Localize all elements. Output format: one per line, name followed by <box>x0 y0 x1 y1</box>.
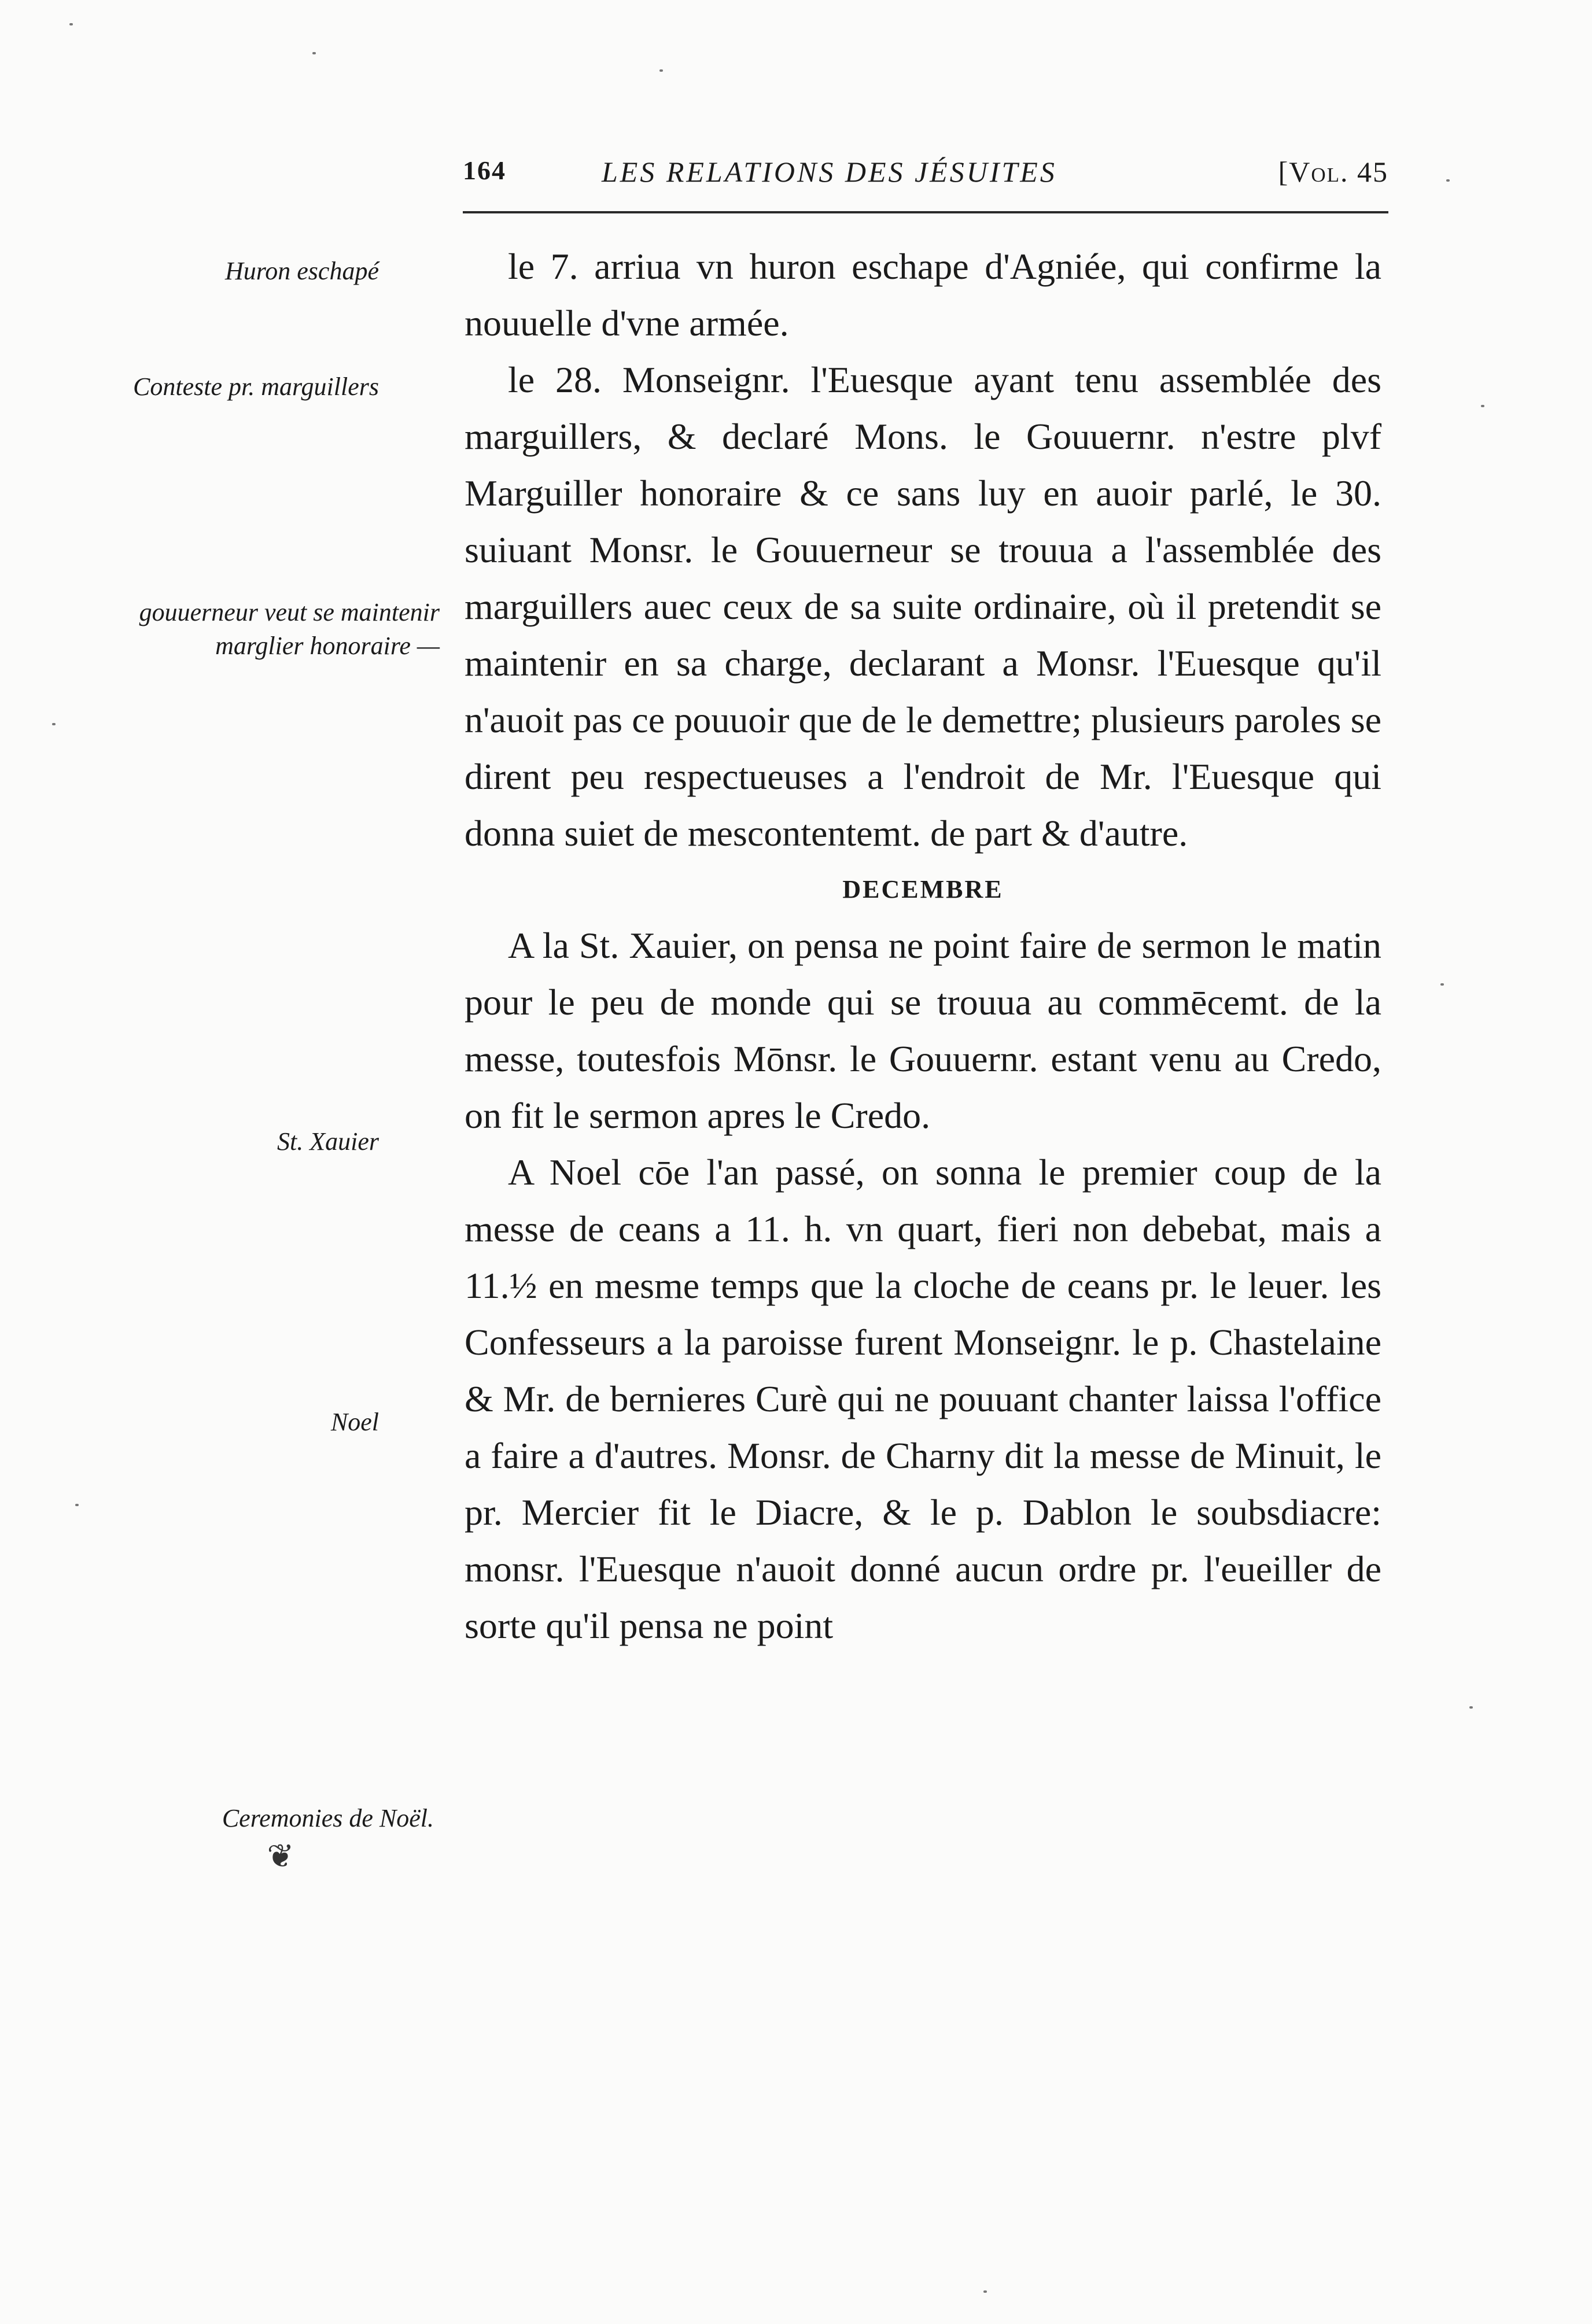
scan-speck <box>1440 983 1444 986</box>
scan-speck <box>69 23 73 25</box>
margin-note-conteste: Conteste pr. marguillers <box>133 372 379 401</box>
printer-ornament-icon: ❦ <box>267 1838 294 1875</box>
paragraph-3: A la St. Xauier, on pensa ne point faire de sermon le matin pour le peu de monde qui se trouua au commēcemt. de la messe, toutesfois Mōnsr. le Gouuernr. estant venu au Credo, on fit le sermon apres le Credo. <box>465 925 1381 1136</box>
paragraph-1: le 7. arriua vn huron eschape d'Agniée, qui confirme la nouuelle d'vne armée. <box>465 246 1381 344</box>
page-number: 164 <box>463 156 506 185</box>
scan-speck <box>75 1504 79 1506</box>
scan-speck <box>52 723 56 725</box>
margin-note-gouuerneur: gouuerneur veut se maintenir marglier honoraire — <box>139 598 440 660</box>
paragraph-2: le 28. Monseignr. l'Euesque ayant tenu assemblée des marguillers, & declaré Mons. le Gouuernr. n'estre plvf Marguiller honoraire & ce sans luy en auoir parlé, le 30. suiuant Monsr. le Gouuerneur se trouua a l'assemblée des marguillers auec ceux de sa suite ordinaire, où il pretendit se maintenir en sa charge, declarant a Monsr. l'Euesque qu'il n'auoit pas ce pouuoir que de le demettre; plusieurs paroles se dirent peu respectueuses a l'endroit de Mr. l'Euesque qui donna suiet de mescontentemt. de part & d'autre. <box>465 359 1381 854</box>
margin-note-huron: Huron eschapé <box>225 257 379 285</box>
running-title: LES RELATIONS DES JÉSUITES <box>602 156 1057 188</box>
margin-note-ceremonies: Ceremonies de Noël. <box>222 1804 434 1832</box>
section-heading: DECEMBRE <box>842 875 1004 903</box>
scan-speck <box>983 2290 987 2293</box>
paragraph-4: A Noel cōe l'an passé, on sonna le premier coup de la messe de ceans a 11. h. vn quart, fieri non debebat, mais a 11.½ en mesme temps que la cloche de ceans pr. le leuer. les Confesseurs a la paroisse furent Monseignr. le p. Chastelaine & Mr. de bernieres Curè qui ne pouuant chanter laissa l'office a faire a d'autres. Monsr. de Charny dit la messe de Minuit, le pr. Mercier fit le Diacre, & le p. Dablon le soubsdiacre: monsr. l'Euesque n'auoit donné aucun ordre pr. l'eueiller de sorte qu'il pensa ne point <box>465 1152 1381 1646</box>
header-rule <box>463 211 1388 213</box>
margin-note-noel: Noel <box>330 1408 379 1436</box>
margin-note-xauier: St. Xauier <box>277 1127 379 1156</box>
volume-label: [Vol. 45 <box>1278 156 1388 188</box>
scan-speck <box>1481 405 1484 407</box>
running-header <box>463 155 1388 195</box>
scan-speck <box>1469 1706 1473 1709</box>
scan-speck <box>1446 179 1450 182</box>
body-text <box>465 238 1381 1654</box>
scan-speck <box>312 52 316 54</box>
scan-speck <box>659 69 663 72</box>
